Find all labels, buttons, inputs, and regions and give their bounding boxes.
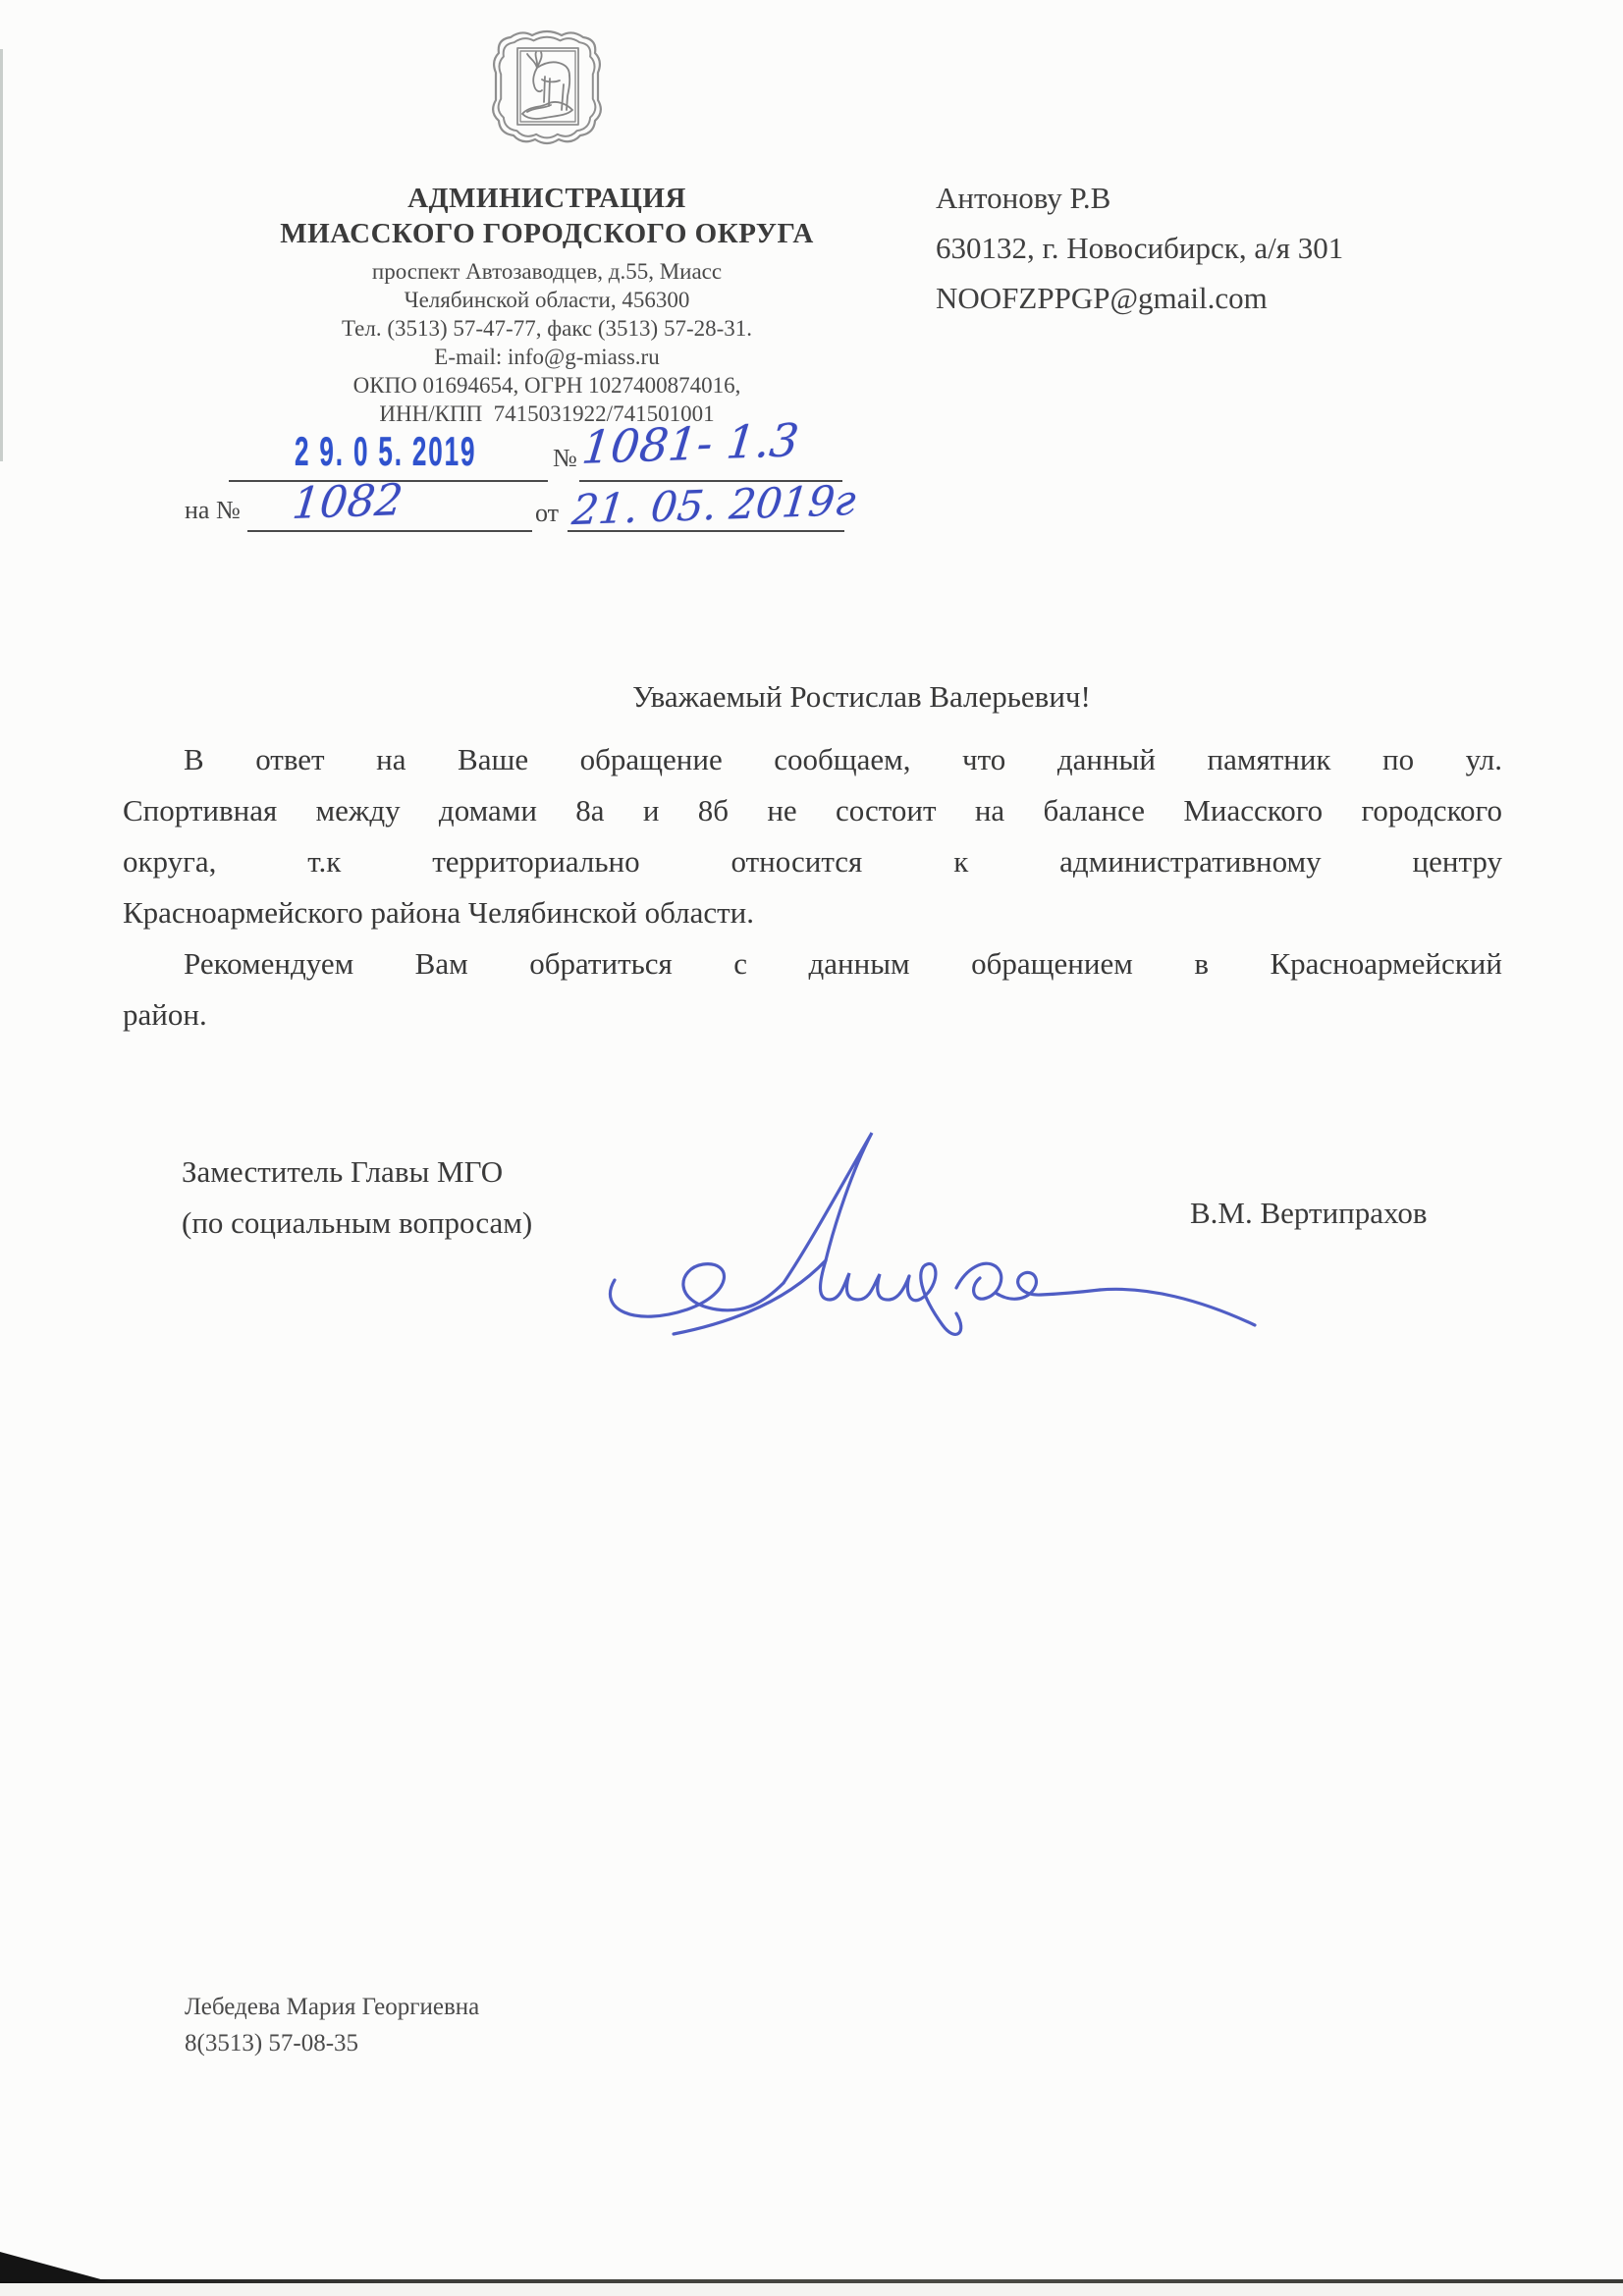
letter-body xyxy=(123,734,1502,1041)
org-email-line: E-mail: info@g-miass.ru xyxy=(434,345,660,369)
outgoing-number-handwritten: 1081- 1.3 xyxy=(579,413,802,474)
body-line: В ответ на Ваше обращение сообщаем, что данный памятник по ул. xyxy=(184,742,1502,776)
recipient-name: Антонову Р.В xyxy=(936,181,1111,215)
body-line: Спортивная между домами 8а и 8б не состоит на балансе Миасского городского xyxy=(123,793,1502,828)
signer-name: В.М. Вертипрахов xyxy=(1190,1196,1428,1230)
miass-coat-of-arms-icon xyxy=(478,26,616,153)
signer-title-line2: (по социальным вопросам) xyxy=(182,1205,533,1240)
reply-date-handwritten: 21. 05. 2019г xyxy=(569,475,858,535)
reply-date-underline xyxy=(568,530,844,532)
recipient-email: NOOFZPPGP@gmail.com xyxy=(936,281,1268,315)
body-line: район. xyxy=(123,997,207,1032)
recipient-address: 630132, г. Новосибирск, а/я 301 xyxy=(936,231,1344,265)
org-name-line2: МИАССКОГО ГОРОДСКОГО ОКРУГА xyxy=(280,218,814,249)
org-address-line1: проспект Автозаводцев, д.55, Миасс xyxy=(371,259,723,284)
reply-to-label: на № xyxy=(185,496,241,524)
body-line: Красноармейского района Челябинской области. xyxy=(123,895,754,930)
signer-title xyxy=(182,1147,532,1249)
from-date-label: от xyxy=(535,499,560,527)
org-phone-line: Тел. (3513) 57-47-77, факс (3513) 57-28-31. xyxy=(341,316,753,341)
org-okpo-line: ОКПО 01694654, ОГРН 1027400874016, xyxy=(352,373,741,398)
executor-phone: 8(3513) 57-08-35 xyxy=(185,2030,359,2056)
scan-edge-artifact xyxy=(0,49,3,461)
executor-name: Лебедева Мария Георгиевна xyxy=(185,1994,480,2020)
reply-number-underline xyxy=(247,530,532,532)
org-name-line1: АДМИНИСТРАЦИЯ xyxy=(407,183,686,214)
reply-number-handwritten: 1082 xyxy=(290,474,406,530)
signer-title-line1: Заместитель Главы МГО xyxy=(182,1154,504,1189)
org-inn-line: ИНН/КПП 7415031922/741501001 xyxy=(379,401,715,426)
recipient-block xyxy=(936,173,1544,323)
number-label: № xyxy=(553,444,577,472)
handwritten-signature xyxy=(587,1092,1265,1347)
scan-corner-artifact xyxy=(0,2252,108,2281)
body-line: Рекомендуем Вам обратиться с данным обращением в Красноармейский xyxy=(184,946,1502,981)
org-address-line2: Челябинской области, 456300 xyxy=(404,288,690,312)
scan-below-page-area xyxy=(0,2283,1623,2296)
letterhead xyxy=(144,181,949,428)
executor-contact xyxy=(185,1989,479,2061)
salutation: Уважаемый Ростислав Валерьевич! xyxy=(632,679,1091,714)
body-line: округа, т.к территориально относится к административному центру xyxy=(123,844,1502,879)
date-stamp: 2 9. 0 5. 2019 xyxy=(295,428,477,474)
